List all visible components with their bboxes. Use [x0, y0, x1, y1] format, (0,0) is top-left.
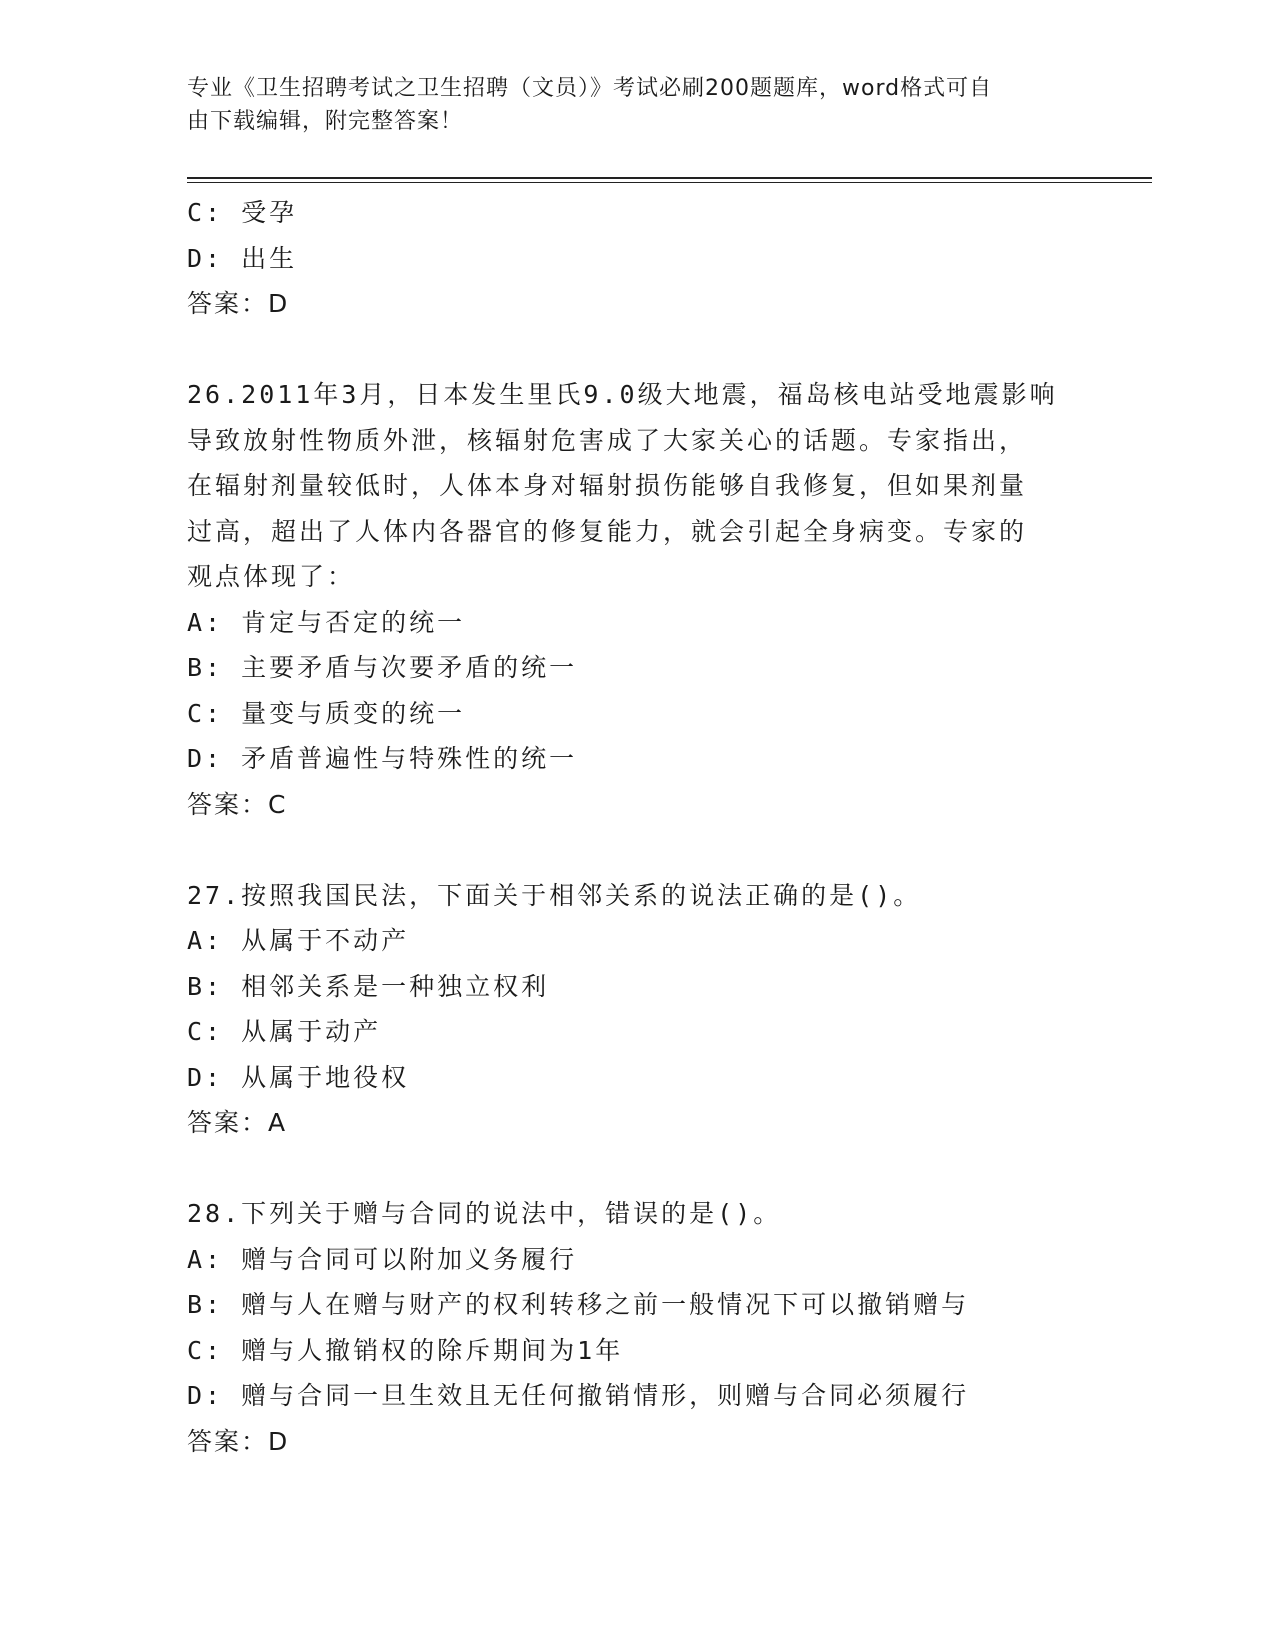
answer-line: 答案：D	[187, 289, 290, 318]
option-c: C: 从属于动产	[187, 1017, 382, 1046]
question-stem-line: 在辐射剂量较低时，人体本身对辐射损伤能够自我修复，但如果剂量	[187, 471, 1028, 500]
question-stem-line: 过高，超出了人体内各器官的修复能力，就会引起全身病变。专家的	[187, 516, 1028, 546]
document-header	[187, 72, 1067, 138]
header-line-2: 由下载编辑，附完整答案！	[187, 109, 464, 134]
option-c: C: 赠与人撤销权的除斥期间为1年	[187, 1335, 624, 1365]
option-c: C: 受孕	[187, 198, 298, 227]
question-stem-line: 观点体现了：	[187, 562, 356, 591]
option-b: B: 赠与人在赠与财产的权利转移之前一般情况下可以撤销赠与	[187, 1290, 970, 1319]
document-body	[187, 190, 1107, 1464]
answer-line: 答案：D	[187, 1426, 290, 1456]
option-a: A: 肯定与否定的统一	[187, 607, 466, 637]
option-d: D: 从属于地役权	[187, 1062, 410, 1092]
spacer	[187, 1146, 1107, 1192]
spacer	[187, 827, 1107, 873]
question-25-tail	[187, 190, 1107, 327]
question-stem-line: 28.下列关于赠与合同的说法中，错误的是()。	[187, 1199, 782, 1228]
header-rule-thick	[187, 177, 1152, 179]
option-b: B: 相邻关系是一种独立权利	[187, 971, 550, 1001]
option-d: D: 赠与合同一旦生效且无任何撤销情形，则赠与合同必须履行	[187, 1381, 970, 1410]
answer-line: 答案：A	[187, 1108, 288, 1137]
option-d: D: 出生	[187, 243, 298, 273]
option-d: D: 矛盾普遍性与特殊性的统一	[187, 744, 578, 773]
question-28	[187, 1191, 1107, 1464]
option-a: A: 赠与合同可以附加义务履行	[187, 1244, 578, 1274]
header-line-1: 专业《卫生招聘考试之卫生招聘（文员）》考试必刷200题题库，word格式可自	[187, 76, 993, 101]
question-stem-line: 26.2011年3月，日本发生里氏9.0级大地震，福岛核电站受地震影响	[187, 380, 1058, 409]
header-rule-thin	[187, 182, 1152, 183]
option-b: B: 主要矛盾与次要矛盾的统一	[187, 653, 578, 682]
option-a: A: 从属于不动产	[187, 926, 410, 955]
question-stem-line: 导致放射性物质外泄，核辐射危害成了大家关心的话题。专家指出，	[187, 425, 1028, 455]
spacer	[187, 327, 1107, 373]
answer-line: 答案：C	[187, 789, 288, 819]
option-c: C: 量变与质变的统一	[187, 698, 466, 728]
question-26	[187, 372, 1107, 827]
question-stem-line: 27.按照我国民法，下面关于相邻关系的说法正确的是()。	[187, 880, 922, 910]
question-27	[187, 873, 1107, 1146]
